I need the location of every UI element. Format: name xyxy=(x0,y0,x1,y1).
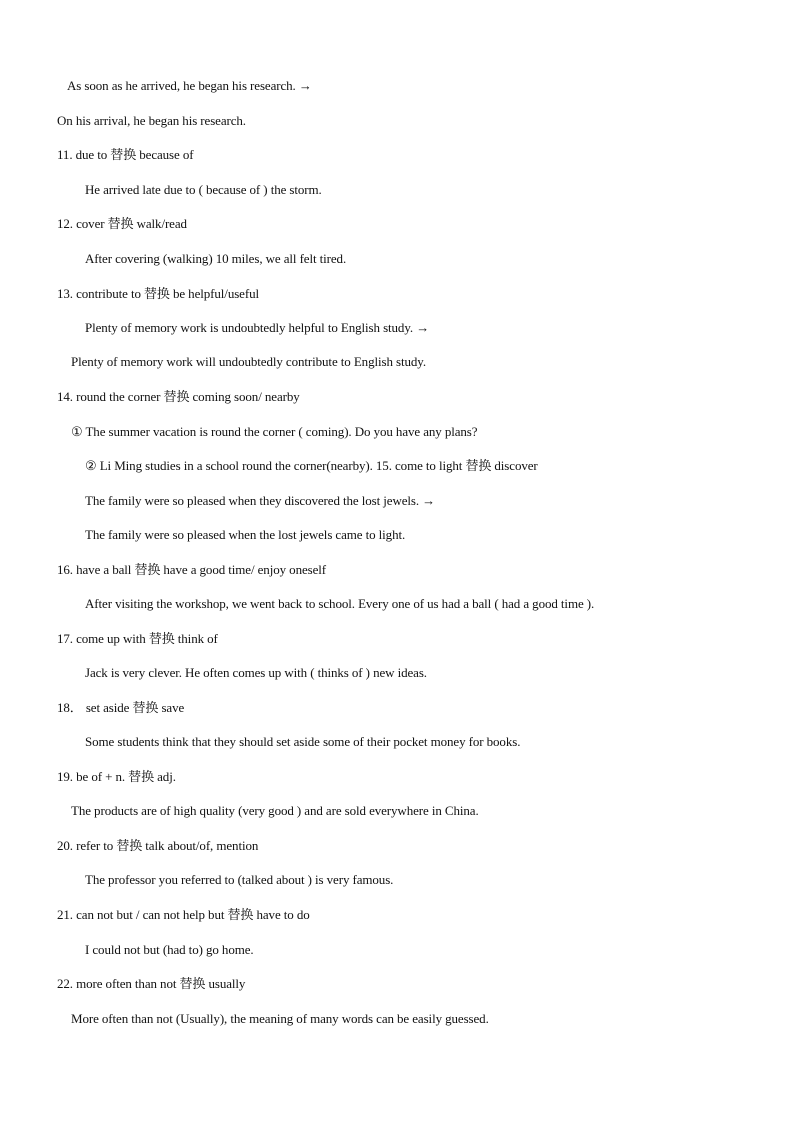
example-sentence: Some students think that they should set aside some of their pocket money for books. xyxy=(85,734,521,749)
example-sentence: After covering (walking) 10 miles, we all felt tired. xyxy=(85,251,347,266)
example-sentence-original: The family were so pleased when they discovered the lost jewels. → xyxy=(85,493,436,508)
example-sentence-original: As soon as he arrived, he began his research. → xyxy=(67,78,312,93)
item-heading-13: 13. contribute to 替换 be helpful/useful xyxy=(57,286,259,301)
item-heading-20: 20. refer to 替换 talk about/of, mention xyxy=(57,838,259,853)
example-sentence-original: Plenty of memory work is undoubtedly helpful to English study. → xyxy=(85,320,430,335)
example-sentence: After visiting the workshop, we went back to school. Every one of us had a ball ( had a good time ). xyxy=(85,596,595,611)
example-sentence: He arrived late due to ( because of ) the storm. xyxy=(85,182,322,197)
example-sentence: The products are of high quality (very good ) and are sold everywhere in China. xyxy=(71,803,479,818)
example-sentence-rewrite: The family were so pleased when the lost jewels came to light. xyxy=(85,527,406,542)
example-sentence: More often than not (Usually), the meaning of many words can be easily guessed. xyxy=(71,1011,489,1026)
example-sentence-rewrite: On his arrival, he began his research. xyxy=(57,113,246,128)
item-heading-21: 21. can not but / can not help but 替换 have to do xyxy=(57,907,310,922)
example-sentence: I could not but (had to) go home. xyxy=(85,942,254,957)
example-sentence: Jack is very clever. He often comes up with ( thinks of ) new ideas. xyxy=(85,665,427,680)
item-heading-14: 14. round the corner 替换 coming soon/ nearby xyxy=(57,389,300,404)
item-heading-16: 16. have a ball 替换 have a good time/ enjoy oneself xyxy=(57,562,327,577)
item-heading-18: 18． set aside 替换 save xyxy=(57,700,185,715)
item-heading-11: 11. due to 替换 because of xyxy=(57,147,194,162)
example-sentence-rewrite: Plenty of memory work will undoubtedly contribute to English study. xyxy=(71,354,426,369)
item-heading-22: 22. more often than not 替换 usually xyxy=(57,976,246,991)
example-sentence-1: ① The summer vacation is round the corner ( coming). Do you have any plans? xyxy=(71,424,478,439)
item-heading-17: 17. come up with 替换 think of xyxy=(57,631,218,646)
item-heading-19: 19. be of + n. 替换 adj. xyxy=(57,769,176,784)
example-sentence: The professor you referred to (talked about ) is very famous. xyxy=(85,872,394,887)
example-sentence-2-and-item-heading-15: ② Li Ming studies in a school round the corner(nearby). 15. come to light 替换 discover xyxy=(85,458,538,473)
item-heading-12: 12. cover 替换 walk/read xyxy=(57,216,187,231)
